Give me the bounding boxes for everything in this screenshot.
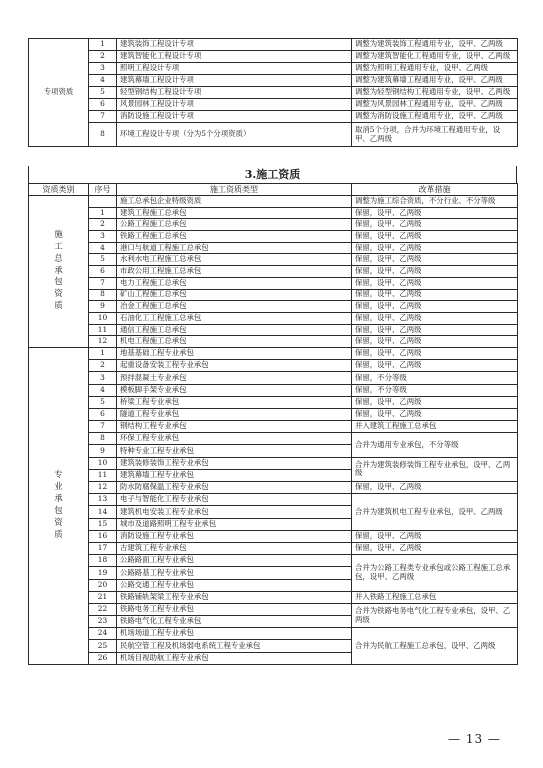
reform-measure: 取消5个分项，合并为环境工程通用专业，设甲、乙两级	[352, 123, 518, 147]
reform-measure: 并入建筑工程施工总承包	[352, 421, 518, 433]
table-row	[29, 111, 518, 123]
reform-measure: 调整为照明工程通用专业，设甲、乙两级	[352, 63, 518, 75]
qualification-type: 水利水电工程施工总承包	[117, 254, 352, 266]
qualification-type: 铁路铺轨架梁工程专业承包	[117, 591, 352, 603]
design-specialty-table	[28, 38, 518, 147]
table-row	[29, 482, 518, 494]
row-number: 24	[89, 628, 117, 640]
table-row	[29, 123, 518, 147]
qualification-type: 机电工程施工总承包	[117, 336, 352, 348]
row-number: 23	[89, 616, 117, 628]
qualification-type: 照明工程设计专项	[117, 63, 352, 75]
qualification-type: 施工总承包企业特级资质	[117, 196, 352, 208]
section-title: 3.施工资质	[28, 166, 517, 183]
row-number: 17	[89, 542, 117, 554]
row-number: 1	[89, 39, 117, 51]
qualification-type: 防水防腐保温工程专业承包	[117, 482, 352, 494]
qualification-type: 矿山工程施工总承包	[117, 289, 352, 301]
qualification-type: 公路交通工程专业承包	[117, 579, 352, 591]
table-row	[29, 421, 518, 433]
row-number: 8	[89, 123, 117, 147]
reform-measure: 调整为建筑智能化工程通用专业，设甲、乙两级	[352, 51, 518, 63]
row-number: 7	[89, 111, 117, 123]
specialty-category-label: 专业承包资质	[54, 470, 63, 540]
table-row	[29, 457, 518, 469]
header-category: 资质类别	[29, 184, 89, 196]
qualification-type: 建筑装饰工程设计专项	[117, 39, 352, 51]
qualification-type: 预拌混凝土专业承包	[117, 372, 352, 384]
table-row	[29, 242, 518, 254]
reform-measure: 保留，设甲、乙两级	[352, 542, 518, 554]
reform-measure: 保留，设甲、乙两级	[352, 396, 518, 408]
row-number: 22	[89, 603, 117, 615]
qualification-type: 消防设施工程设计专项	[117, 111, 352, 123]
reform-measure: 调整为施工综合资质，不分行业、不分等级	[352, 196, 518, 208]
reform-measure: 保留，设甲、乙两级	[352, 360, 518, 372]
row-number: 7	[89, 421, 117, 433]
table-row	[29, 433, 518, 445]
reform-measure: 合并为建筑机电工程专业承包，设甲、乙两级	[352, 494, 518, 531]
row-number: 8	[89, 433, 117, 445]
table-row	[29, 301, 518, 313]
table-row	[29, 87, 518, 99]
qualification-type: 公路工程施工总承包	[117, 219, 352, 231]
row-number: 12	[89, 336, 117, 348]
qualification-type: 市政公用工程施工总承包	[117, 266, 352, 278]
qualification-type: 钢结构工程专业承包	[117, 421, 352, 433]
qualification-type: 通信工程施工总承包	[117, 324, 352, 336]
qualification-type: 起重设备安装工程专业承包	[117, 360, 352, 372]
table-row	[29, 628, 518, 640]
table-row	[29, 196, 518, 208]
qualification-type: 风景园林工程设计专项	[117, 99, 352, 111]
reform-measure: 调整为轻型钢结构工程通用专业，设甲、乙两级	[352, 87, 518, 99]
row-number: 6	[89, 408, 117, 420]
reform-measure: 保留，设甲、乙两级	[352, 266, 518, 278]
reform-measure: 保留，设甲、乙两级	[352, 289, 518, 301]
table-row	[29, 254, 518, 266]
qualification-type: 地基基础工程专业承包	[117, 347, 352, 359]
qualification-type: 轻型钢结构工程设计专项	[117, 87, 352, 99]
reform-measure: 调整为建筑装饰工程通用专业，设甲、乙两级	[352, 39, 518, 51]
table-row	[29, 542, 518, 554]
page-number: — 13 —	[448, 732, 501, 746]
reform-measure: 合并为民航工程施工总承包，设甲、乙两级	[352, 628, 518, 665]
row-number: 18	[89, 555, 117, 567]
table-row	[29, 360, 518, 372]
reform-measure: 保留，设甲、乙两级	[352, 301, 518, 313]
qualification-type: 环保工程专业承包	[117, 433, 352, 445]
qualification-type: 机场场道工程专业承包	[117, 628, 352, 640]
reform-measure: 保留，设甲、乙两级	[352, 530, 518, 542]
row-number: 8	[89, 289, 117, 301]
row-number: 6	[89, 99, 117, 111]
row-number: 1	[89, 347, 117, 359]
reform-measure: 合并为铁路电务电气化工程专业承包，设甲、乙两级	[352, 603, 518, 627]
reform-measure: 保留，设甲、乙两级	[352, 207, 518, 219]
reform-measure: 保留，设甲、乙两级	[352, 277, 518, 289]
reform-measure: 调整为风景园林工程通用专业，设甲、乙两级	[352, 99, 518, 111]
qualification-type: 建筑装修装饰工程专业承包	[117, 457, 352, 469]
qualification-type: 建筑幕墙工程设计专项	[117, 75, 352, 87]
header-type: 施工资质类型	[117, 184, 352, 196]
reform-measure: 保留，设甲、乙两级	[352, 347, 518, 359]
row-number: 2	[89, 51, 117, 63]
row-number: 6	[89, 266, 117, 278]
reform-measure: 合并为通用专业承包，不分等级	[352, 433, 518, 457]
category-cell-general	[29, 196, 89, 348]
reform-measure: 保留，设甲、乙两级	[352, 408, 518, 420]
row-number: 4	[89, 384, 117, 396]
reform-measure: 保留，设甲、乙两级	[352, 324, 518, 336]
category-cell: 专项资质	[29, 39, 89, 147]
table-row	[29, 289, 518, 301]
reform-measure: 调整为建筑幕墙工程通用专业，设甲、乙两级	[352, 75, 518, 87]
reform-measure: 保留，设甲、乙两级	[352, 219, 518, 231]
table-row	[29, 530, 518, 542]
table-row	[29, 347, 518, 359]
row-number: 2	[89, 360, 117, 372]
qualification-type: 环境工程设计专项（分为5个分项资质）	[117, 123, 352, 147]
qualification-type: 桥梁工程专业承包	[117, 396, 352, 408]
qualification-type: 冶金工程施工总承包	[117, 301, 352, 313]
table-row	[29, 207, 518, 219]
qualification-type: 公路路基工程专业承包	[117, 567, 352, 579]
reform-measure: 调整为消防设施工程通用专业，设甲、乙两级	[352, 111, 518, 123]
qualification-type: 铁路电气化工程专业承包	[117, 616, 352, 628]
row-number: 9	[89, 301, 117, 313]
reform-measure: 保留，设甲、乙两级	[352, 312, 518, 324]
qualification-type: 建筑智能化工程设计专项	[117, 51, 352, 63]
table-row	[29, 99, 518, 111]
row-number: 2	[89, 219, 117, 231]
construction-qualification-table	[28, 183, 518, 665]
row-number: 3	[89, 231, 117, 243]
row-number: 14	[89, 506, 117, 518]
row-number: 19	[89, 567, 117, 579]
general-category-label: 施工总承包资质	[54, 229, 63, 312]
row-number: 11	[89, 469, 117, 481]
table-row	[29, 591, 518, 603]
table-row	[29, 494, 518, 506]
table-row	[29, 39, 518, 51]
reform-measure: 保留，设甲、乙两级	[352, 336, 518, 348]
row-number: 11	[89, 324, 117, 336]
reform-measure: 保留，不分等级	[352, 384, 518, 396]
table-row	[29, 231, 518, 243]
qualification-type: 隧道工程专业承包	[117, 408, 352, 420]
row-number: 5	[89, 396, 117, 408]
row-number: 13	[89, 494, 117, 506]
table-row	[29, 277, 518, 289]
qualification-type: 铁路工程施工总承包	[117, 231, 352, 243]
row-number: 10	[89, 312, 117, 324]
table-row	[29, 219, 518, 231]
qualification-type: 港口与航道工程施工总承包	[117, 242, 352, 254]
table-row	[29, 266, 518, 278]
row-number: 15	[89, 518, 117, 530]
qualification-type: 特种专业工程专业承包	[117, 445, 352, 457]
row-number: 20	[89, 579, 117, 591]
table-row	[29, 384, 518, 396]
table-row	[29, 324, 518, 336]
row-number: 16	[89, 530, 117, 542]
row-number: 4	[89, 75, 117, 87]
qualification-type: 建筑幕墙工程专业承包	[117, 469, 352, 481]
row-number: 21	[89, 591, 117, 603]
table-row	[29, 312, 518, 324]
row-number: 1	[89, 207, 117, 219]
qualification-type: 公路路面工程专业承包	[117, 555, 352, 567]
table-row	[29, 372, 518, 384]
table-row	[29, 396, 518, 408]
qualification-type: 建筑工程施工总承包	[117, 207, 352, 219]
row-number: 10	[89, 457, 117, 469]
qualification-type: 电子与智能化工程专业承包	[117, 494, 352, 506]
reform-measure: 保留，不分等级	[352, 372, 518, 384]
qualification-type: 城市及道路照明工程专业承包	[117, 518, 352, 530]
table-row	[29, 51, 518, 63]
qualification-type: 机场目视助航工程专业承包	[117, 652, 352, 664]
row-number: 3	[89, 63, 117, 75]
row-number: 26	[89, 652, 117, 664]
reform-measure: 保留，设甲、乙两级	[352, 231, 518, 243]
qualification-type: 消防设施工程专业承包	[117, 530, 352, 542]
header-no: 序号	[89, 184, 117, 196]
qualification-type: 石油化工工程施工总承包	[117, 312, 352, 324]
reform-measure: 保留，设甲、乙两级	[352, 242, 518, 254]
qualification-type: 古建筑工程专业承包	[117, 542, 352, 554]
reform-measure: 合并为公路工程类专业承包或公路工程施工总承包，设甲、乙两级	[352, 555, 518, 592]
reform-measure: 合并为建筑装修装饰工程专业承包，设甲、乙两级	[352, 457, 518, 481]
reform-measure: 并入铁路工程施工总承包	[352, 591, 518, 603]
row-number: 5	[89, 254, 117, 266]
row-number: 12	[89, 482, 117, 494]
row-number: 5	[89, 87, 117, 99]
qualification-type: 电力工程施工总承包	[117, 277, 352, 289]
qualification-type: 模板脚手架专业承包	[117, 384, 352, 396]
qualification-type: 民航空管工程及机场弱电系统工程专业承包	[117, 640, 352, 652]
table-row	[29, 408, 518, 420]
row-number: 9	[89, 445, 117, 457]
row-number	[89, 196, 117, 208]
row-number: 4	[89, 242, 117, 254]
table-row	[29, 603, 518, 615]
table-row	[29, 336, 518, 348]
row-number: 7	[89, 277, 117, 289]
table-row	[29, 75, 518, 87]
qualification-type: 建筑机电安装工程专业承包	[117, 506, 352, 518]
row-number: 3	[89, 372, 117, 384]
reform-measure: 保留，设甲、乙两级	[352, 482, 518, 494]
table-row	[29, 63, 518, 75]
qualification-type: 铁路电务工程专业承包	[117, 603, 352, 615]
row-number: 25	[89, 640, 117, 652]
category-cell-specialty	[29, 347, 89, 664]
reform-measure: 保留，设甲、乙两级	[352, 254, 518, 266]
table-header-row	[29, 184, 518, 196]
table-row	[29, 555, 518, 567]
header-measure: 改革措施	[352, 184, 518, 196]
